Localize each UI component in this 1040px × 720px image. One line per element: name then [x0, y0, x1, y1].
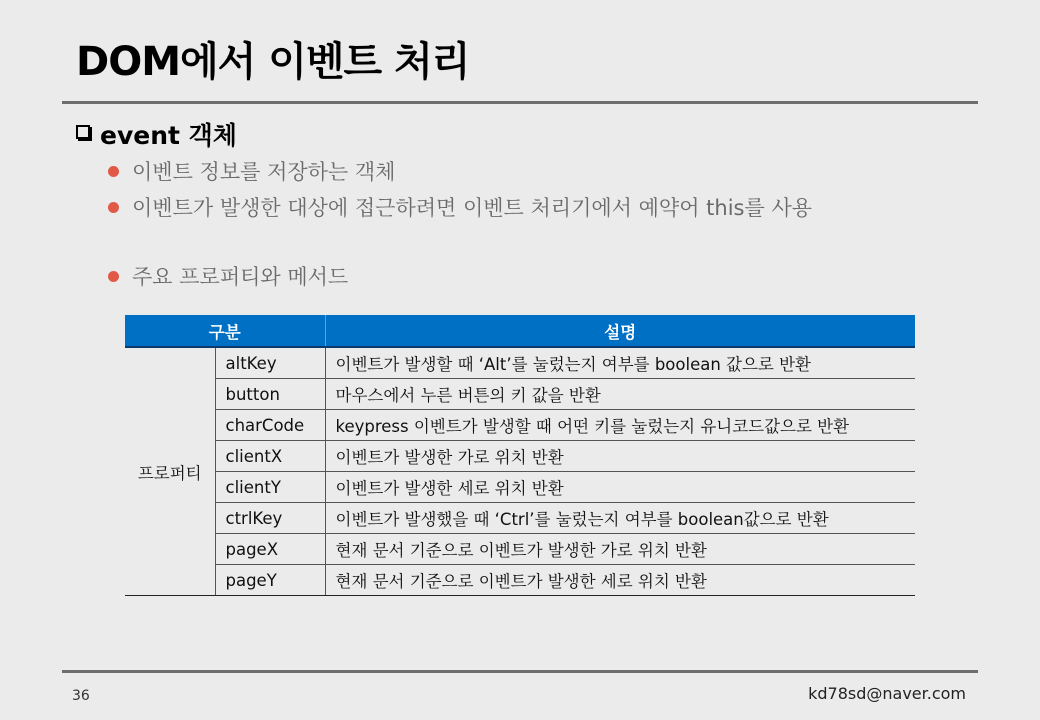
property-name: pageX: [215, 534, 325, 565]
bullet-item: [108, 156, 395, 186]
section-heading-text: event 객체: [100, 121, 237, 150]
table-row: [125, 347, 915, 379]
property-desc: 이벤트가 발생한 가로 위치 반환: [325, 441, 915, 472]
property-desc: 현재 문서 기준으로 이벤트가 발생한 가로 위치 반환: [325, 534, 915, 565]
bullet-item: [108, 192, 812, 222]
bullet-dot-icon: [108, 202, 119, 213]
property-desc: 현재 문서 기준으로 이벤트가 발생한 세로 위치 반환: [325, 565, 915, 596]
table-row: [125, 565, 915, 596]
header-description: 설명: [325, 315, 915, 347]
page-number: 36: [72, 688, 90, 704]
property-name: button: [215, 379, 325, 410]
slide-title: DOM에서 이벤트 처리: [76, 39, 470, 85]
property-desc: 마우스에서 누른 버튼의 키 값을 반환: [325, 379, 915, 410]
header-category: 구분: [125, 315, 325, 347]
property-name: clientY: [215, 472, 325, 503]
author-email: kd78sd@naver.com: [808, 684, 966, 703]
properties-table: [125, 315, 915, 596]
table-row: [125, 503, 915, 534]
table-row: [125, 410, 915, 441]
square-bullet-icon: [76, 125, 90, 139]
title-divider: [62, 101, 978, 104]
table-row: [125, 534, 915, 565]
property-desc: keypress 이벤트가 발생할 때 어떤 키를 눌렀는지 유니코드값으로 반환: [325, 410, 915, 441]
bullet-text: 주요 프로퍼티와 메서드: [132, 265, 349, 289]
table-row: [125, 379, 915, 410]
property-name: pageY: [215, 565, 325, 596]
footer-divider: [62, 670, 978, 673]
bullet-dot-icon: [108, 166, 119, 177]
table-row: [125, 472, 915, 503]
table-row: [125, 441, 915, 472]
property-desc: 이벤트가 발생한 세로 위치 반환: [325, 472, 915, 503]
section-heading: [76, 116, 237, 152]
bullet-text: 이벤트 정보를 저장하는 객체: [132, 160, 396, 184]
table-header-row: [125, 315, 915, 347]
property-name: ctrlKey: [215, 503, 325, 534]
property-desc: 이벤트가 발생했을 때 ‘Ctrl’를 눌렀는지 여부를 boolean값으로 반환: [325, 503, 915, 534]
bullet-text: 이벤트가 발생한 대상에 접근하려면 이벤트 처리기에서 예약어 this를 사용: [132, 196, 813, 220]
property-desc: 이벤트가 발생할 때 ‘Alt’를 눌렀는지 여부를 boolean 값으로 반환: [325, 347, 915, 379]
group-label: 프로퍼티: [125, 347, 215, 596]
property-name: clientX: [215, 441, 325, 472]
bullet-item: [108, 261, 348, 291]
bullet-dot-icon: [108, 271, 119, 282]
property-name: charCode: [215, 410, 325, 441]
property-name: altKey: [215, 347, 325, 379]
